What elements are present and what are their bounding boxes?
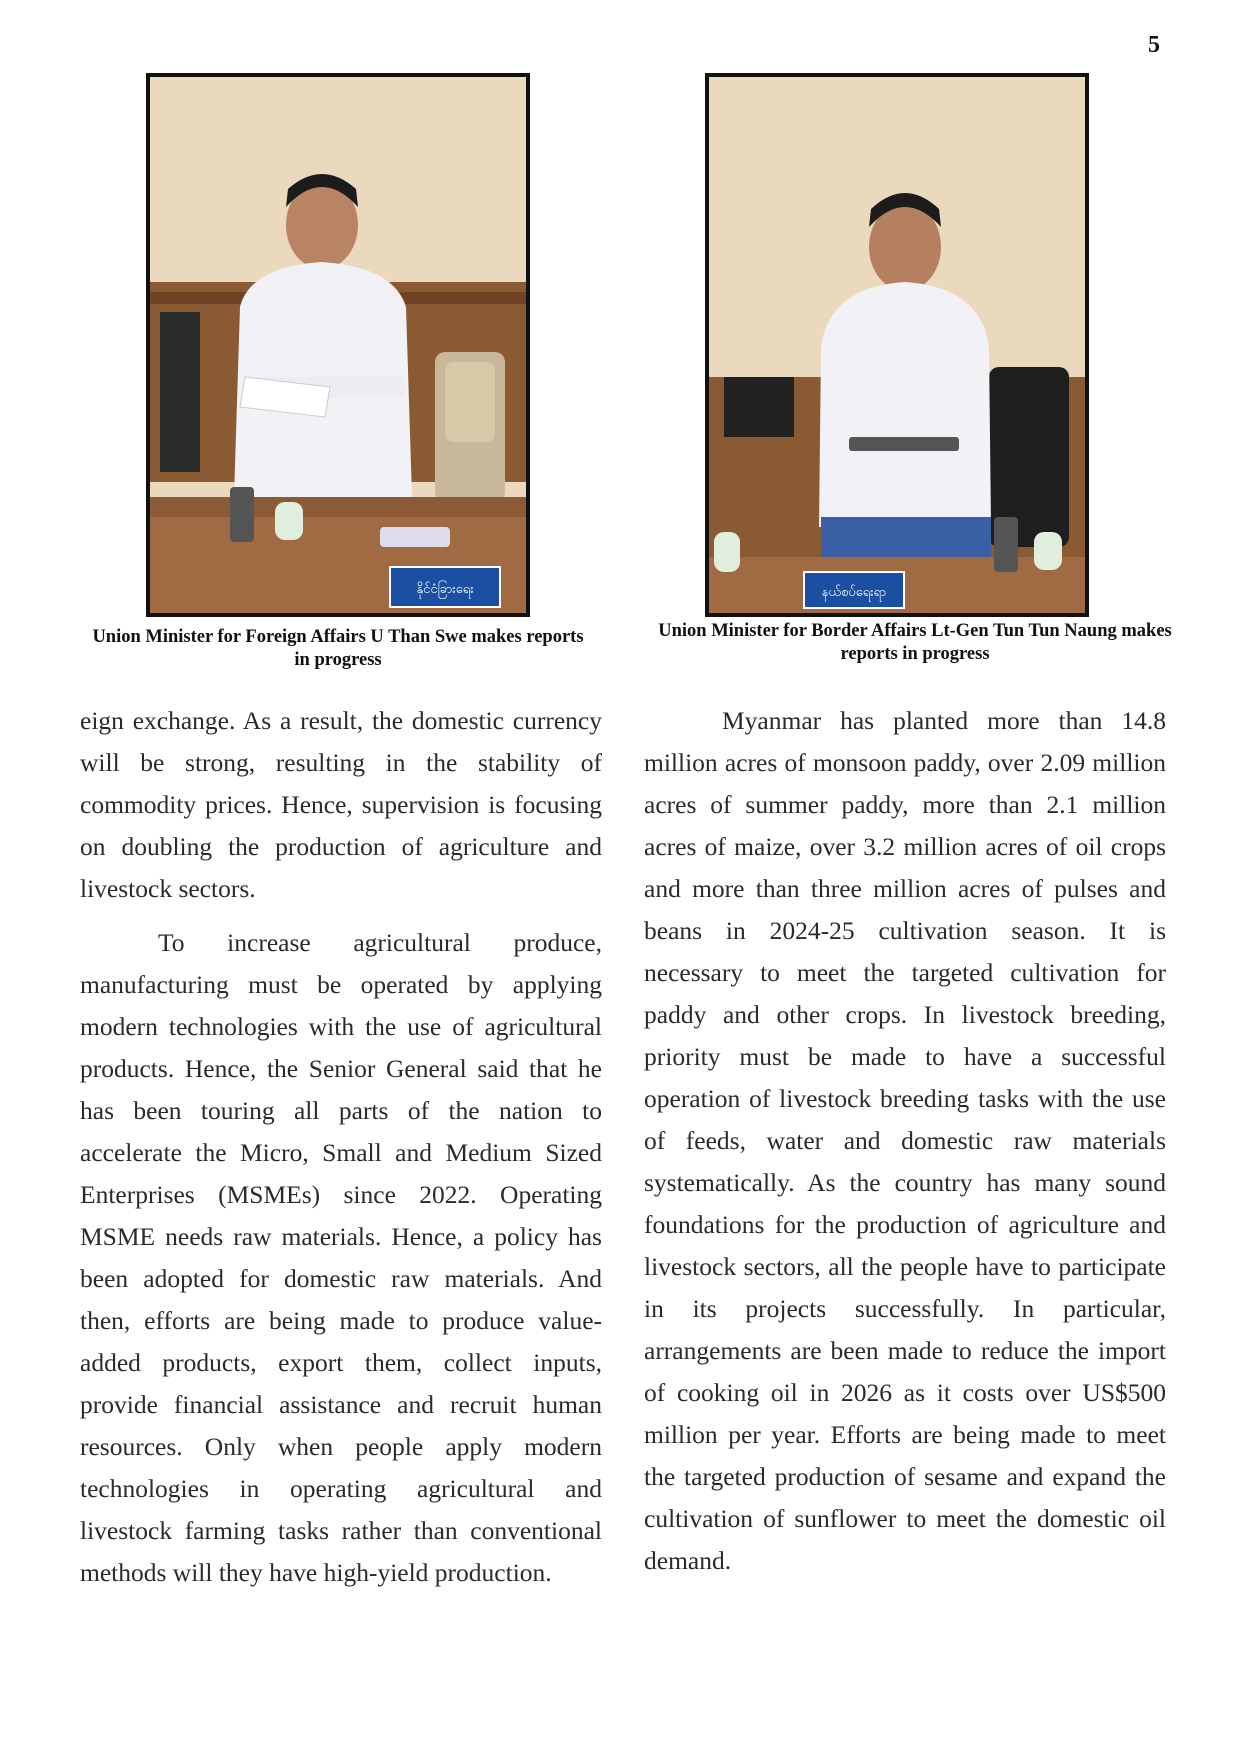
minister-photo-illustration (709, 77, 1085, 613)
page-number: 5 (1148, 32, 1160, 58)
paragraph: Myanmar has planted more than 14.8 million acres of monsoon paddy, over 2.09 million acres of summer paddy, more than 2.1 million acres of maize, over 3.2 million acres of oil crops and more than three million acres of pulses and beans in 2024-25 cultivation season. It is necessary to meet the targeted cultivation for paddy and other crops. In livestock breeding, priority must be made to have a successful operation of livestock breeding tasks with the use of feeds, water and domestic raw materials systematically. As the country has many sound foundations for the production of agriculture and livestock sectors, all the people have to participate in its projects successfully. In particular, arrangements are been made to reduce the import of cooking oil in 2026 as it costs over US$500 million per year. Efforts are being made to meet the targeted production of sesame and expand the cultivation of sunflower to meet the domestic oil demand. (644, 706, 1166, 1575)
paragraph: To increase agricultural produce, manufacturing must be operated by applying modern technologies with the use of agricultural products. Hence, the Senior General said that he has been touring all parts of the nation to accelerate the Micro, Small and Medium Sized Enterprises (MSMEs) since 2022. Operating MSME needs raw materials. Hence, a policy has been adopted for domestic raw materials. And then, efforts are being made to produce value-added products, export them, collect inputs, provide financial assistance and recruit human resources. Only when people apply modern technologies in operating agricultural and livestock farming tasks rather than conventional methods will they have high-yield production. (80, 928, 602, 1587)
article-column-left (80, 700, 602, 1606)
photo-foreign-affairs-minister (146, 73, 530, 617)
nameplate-text: နယ်စပ်ရေးရာ (821, 585, 887, 600)
minister-photo-illustration (150, 77, 526, 613)
nameplate-text: နိုင်ငံခြားရေး (416, 582, 474, 597)
photo-caption: Union Minister for Foreign Affairs U Than Swe makes reports in progress (92, 627, 584, 670)
paragraph: eign exchange. As a result, the domestic currency will be strong, resulting in the stability of commodity prices. Hence, supervision is focusing on doubling the production of agriculture and livestock sectors. (80, 706, 602, 903)
article-column-right (644, 700, 1166, 1594)
photo-border-affairs-minister (705, 73, 1089, 617)
photo-caption: Union Minister for Border Affairs Lt-Gen Tun Tun Naung makes reports in progress (658, 621, 1172, 664)
